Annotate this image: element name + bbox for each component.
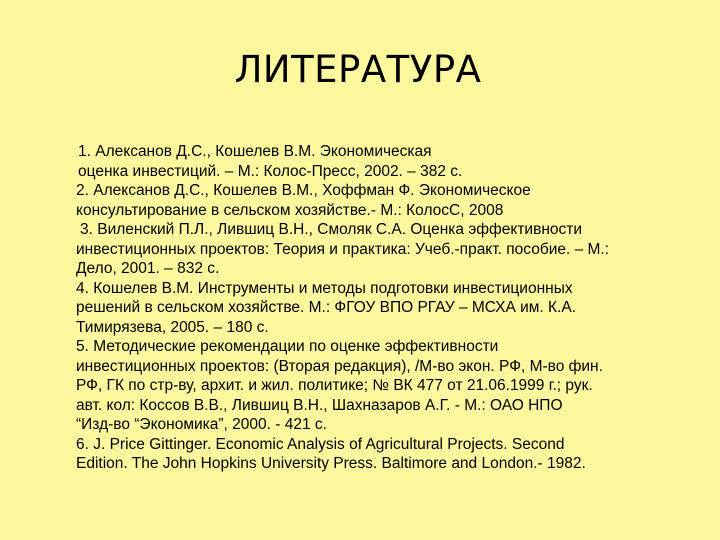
reference-item-6 [76, 435, 706, 474]
reference-line: “Изд-во “Экономика”, 2000. - 421 с. [76, 416, 327, 433]
reference-line: Дело, 2001. – 832 с. [76, 260, 220, 277]
reference-line: 2. Алексанов Д.С., Кошелев В.М., Хоффман Ф. Экономическое [76, 182, 531, 199]
reference-line: РФ, ГК по стр-ву, архит. и жил. политике; № ВК 477 от 21.06.1999 г.; рук. [76, 377, 593, 394]
reference-line: инвестиционных проектов: (Вторая редакция), /М-во экон. РФ, М-во фин. [76, 357, 603, 375]
reference-item-1 [76, 142, 706, 181]
reference-list [76, 142, 706, 474]
reference-item-2 [76, 181, 706, 220]
reference-line: 1. Алексанов Д.С., Кошелев В.М. Экономическая [78, 143, 432, 160]
reference-item-3 [76, 220, 706, 279]
slide-title: ЛИТЕРАТУРА [234, 48, 482, 91]
reference-line: 6. J. Price Gittinger. Economic Analysis of Agricultural Projects. Second [76, 435, 565, 453]
reference-line: авт. кол: Коссов В.В., Лившиц В.Н., Шахназаров А.Г. - М.: ОАО НПО [76, 396, 563, 414]
reference-line: инвестиционных проектов: Теория и практика: Учеб.-практ. пособие. – М.: [76, 240, 610, 258]
reference-line: оценка инвестиций. – М.: Колос-Пресс, 2002. – 382 с. [78, 162, 463, 180]
reference-line: 4. Кошелев В.М. Инструменты и методы подготовки инвестиционных [76, 279, 573, 297]
reference-line: решений в сельском хозяйстве. М.: ФГОУ ВПО РГАУ – МСХА им. К.А. [76, 299, 577, 316]
reference-item-5 [76, 337, 706, 435]
reference-line: Edition. The John Hopkins University Press. Baltimore and London.- 1982. [76, 455, 586, 472]
reference-item-4 [76, 279, 706, 338]
reference-line: консультирование в сельском хозяйстве.- М.: КолосС, 2008 [76, 201, 504, 219]
reference-line: Тимирязева, 2005. – 180 с. [76, 318, 269, 336]
reference-line: 3. Виленский П.Л., Лившиц В.Н., Смоляк С.А. Оценка эффективности [80, 221, 583, 238]
reference-line: 5. Методические рекомендации по оценке эффективности [76, 338, 499, 355]
